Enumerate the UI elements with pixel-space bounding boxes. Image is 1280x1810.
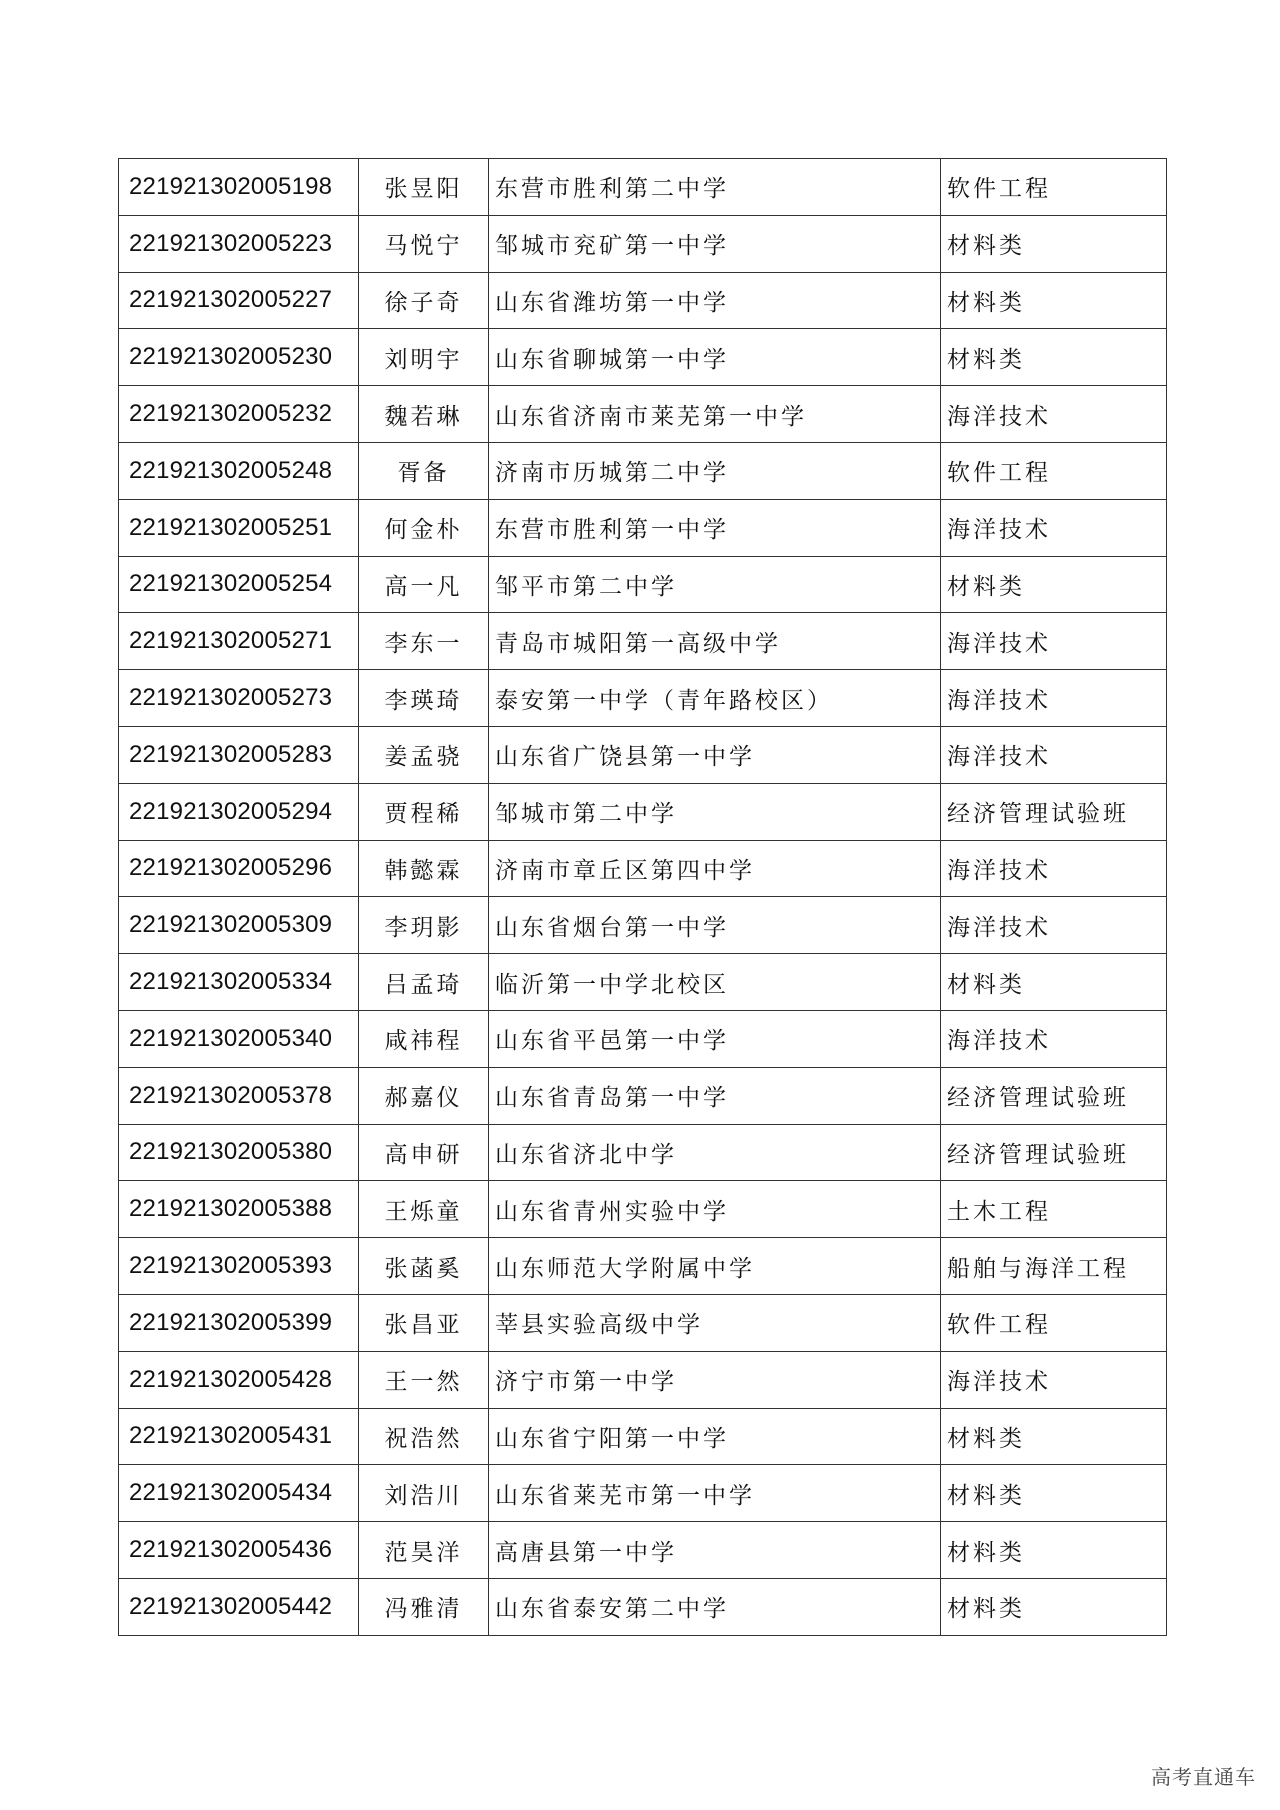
student-name-cell: 李瑛琦 <box>359 670 489 727</box>
candidate-id-cell: 221921302005294 <box>119 783 359 840</box>
table-row <box>119 1578 1167 1635</box>
student-name-cell: 徐子奇 <box>359 272 489 329</box>
student-name-cell: 张昱阳 <box>359 159 489 216</box>
major-cell: 海洋技术 <box>941 386 1167 443</box>
table-row <box>119 726 1167 783</box>
school-name-cell: 邹城市兖矿第一中学 <box>489 215 941 272</box>
table-row <box>119 670 1167 727</box>
candidate-id-cell: 221921302005378 <box>119 1067 359 1124</box>
student-name-cell: 李东一 <box>359 613 489 670</box>
candidate-id-cell: 221921302005380 <box>119 1124 359 1181</box>
student-name-cell: 高一凡 <box>359 556 489 613</box>
student-name-cell: 郝嘉仪 <box>359 1067 489 1124</box>
student-name-cell: 范昊洋 <box>359 1522 489 1579</box>
school-name-cell: 山东省青岛第一中学 <box>489 1067 941 1124</box>
table-row <box>119 1522 1167 1579</box>
candidate-id-cell: 221921302005227 <box>119 272 359 329</box>
table-row <box>119 215 1167 272</box>
candidate-id-cell: 221921302005230 <box>119 329 359 386</box>
school-name-cell: 高唐县第一中学 <box>489 1522 941 1579</box>
major-cell: 材料类 <box>941 329 1167 386</box>
school-name-cell: 山东省潍坊第一中学 <box>489 272 941 329</box>
school-name-cell: 邹平市第二中学 <box>489 556 941 613</box>
table-row <box>119 1408 1167 1465</box>
student-name-cell: 刘明宇 <box>359 329 489 386</box>
major-cell: 海洋技术 <box>941 613 1167 670</box>
major-cell: 经济管理试验班 <box>941 1124 1167 1181</box>
candidate-id-cell: 221921302005434 <box>119 1465 359 1522</box>
candidate-id-cell: 221921302005399 <box>119 1294 359 1351</box>
major-cell: 软件工程 <box>941 1294 1167 1351</box>
candidate-id-cell: 221921302005309 <box>119 897 359 954</box>
school-name-cell: 东营市胜利第一中学 <box>489 499 941 556</box>
table-row <box>119 556 1167 613</box>
major-cell: 材料类 <box>941 556 1167 613</box>
candidate-id-cell: 221921302005271 <box>119 613 359 670</box>
candidate-id-cell: 221921302005283 <box>119 726 359 783</box>
major-cell: 材料类 <box>941 1578 1167 1635</box>
table-row <box>119 954 1167 1011</box>
table-row <box>119 329 1167 386</box>
student-name-cell: 张昌亚 <box>359 1294 489 1351</box>
school-name-cell: 泰安第一中学（青年路校区） <box>489 670 941 727</box>
candidate-id-cell: 221921302005251 <box>119 499 359 556</box>
candidate-id-cell: 221921302005340 <box>119 1010 359 1067</box>
candidate-id-cell: 221921302005223 <box>119 215 359 272</box>
student-name-cell: 高申研 <box>359 1124 489 1181</box>
major-cell: 海洋技术 <box>941 726 1167 783</box>
school-name-cell: 济宁市第一中学 <box>489 1351 941 1408</box>
student-name-cell: 姜孟骁 <box>359 726 489 783</box>
major-cell: 海洋技术 <box>941 897 1167 954</box>
candidate-id-cell: 221921302005436 <box>119 1522 359 1579</box>
candidate-id-cell: 221921302005442 <box>119 1578 359 1635</box>
student-name-cell: 王一然 <box>359 1351 489 1408</box>
student-name-cell: 祝浩然 <box>359 1408 489 1465</box>
school-name-cell: 临沂第一中学北校区 <box>489 954 941 1011</box>
candidate-id-cell: 221921302005428 <box>119 1351 359 1408</box>
major-cell: 材料类 <box>941 215 1167 272</box>
candidate-id-cell: 221921302005198 <box>119 159 359 216</box>
student-name-cell: 胥备 <box>359 442 489 499</box>
school-name-cell: 东营市胜利第二中学 <box>489 159 941 216</box>
school-name-cell: 山东省烟台第一中学 <box>489 897 941 954</box>
table-row <box>119 442 1167 499</box>
major-cell: 材料类 <box>941 1408 1167 1465</box>
major-cell: 经济管理试验班 <box>941 783 1167 840</box>
major-cell: 软件工程 <box>941 159 1167 216</box>
table-row <box>119 386 1167 443</box>
school-name-cell: 山东省济北中学 <box>489 1124 941 1181</box>
candidate-id-cell: 221921302005334 <box>119 954 359 1011</box>
table-row <box>119 840 1167 897</box>
table-row <box>119 159 1167 216</box>
student-name-cell: 李玥影 <box>359 897 489 954</box>
student-name-cell: 韩懿霖 <box>359 840 489 897</box>
school-name-cell: 山东省莱芜市第一中学 <box>489 1465 941 1522</box>
major-cell: 材料类 <box>941 1522 1167 1579</box>
school-name-cell: 山东省宁阳第一中学 <box>489 1408 941 1465</box>
table-row <box>119 1238 1167 1295</box>
major-cell: 海洋技术 <box>941 1010 1167 1067</box>
candidate-id-cell: 221921302005393 <box>119 1238 359 1295</box>
student-name-cell: 张菡奚 <box>359 1238 489 1295</box>
major-cell: 海洋技术 <box>941 499 1167 556</box>
roster-body <box>119 159 1167 1636</box>
major-cell: 土木工程 <box>941 1181 1167 1238</box>
school-name-cell: 山东师范大学附属中学 <box>489 1238 941 1295</box>
major-cell: 材料类 <box>941 954 1167 1011</box>
table-row <box>119 1351 1167 1408</box>
school-name-cell: 山东省济南市莱芜第一中学 <box>489 386 941 443</box>
major-cell: 海洋技术 <box>941 670 1167 727</box>
table-row <box>119 1294 1167 1351</box>
student-name-cell: 何金朴 <box>359 499 489 556</box>
table-row <box>119 1181 1167 1238</box>
major-cell: 材料类 <box>941 272 1167 329</box>
major-cell: 海洋技术 <box>941 1351 1167 1408</box>
student-name-cell: 吕孟琦 <box>359 954 489 1011</box>
student-name-cell: 贾程稀 <box>359 783 489 840</box>
student-name-cell: 王烁童 <box>359 1181 489 1238</box>
school-name-cell: 山东省广饶县第一中学 <box>489 726 941 783</box>
school-name-cell: 邹城市第二中学 <box>489 783 941 840</box>
major-cell: 海洋技术 <box>941 840 1167 897</box>
student-name-cell: 咸祎程 <box>359 1010 489 1067</box>
student-name-cell: 魏若琳 <box>359 386 489 443</box>
table-row <box>119 499 1167 556</box>
major-cell: 船舶与海洋工程 <box>941 1238 1167 1295</box>
student-name-cell: 冯雅清 <box>359 1578 489 1635</box>
table-row <box>119 897 1167 954</box>
table-row <box>119 1124 1167 1181</box>
candidate-id-cell: 221921302005388 <box>119 1181 359 1238</box>
school-name-cell: 山东省泰安第二中学 <box>489 1578 941 1635</box>
table-row <box>119 783 1167 840</box>
school-name-cell: 山东省聊城第一中学 <box>489 329 941 386</box>
school-name-cell: 山东省青州实验中学 <box>489 1181 941 1238</box>
candidate-id-cell: 221921302005248 <box>119 442 359 499</box>
student-name-cell: 马悦宁 <box>359 215 489 272</box>
table-row <box>119 272 1167 329</box>
admission-roster-table <box>118 158 1167 1636</box>
student-name-cell: 刘浩川 <box>359 1465 489 1522</box>
school-name-cell: 莘县实验高级中学 <box>489 1294 941 1351</box>
table-row <box>119 1010 1167 1067</box>
candidate-id-cell: 221921302005254 <box>119 556 359 613</box>
major-cell: 软件工程 <box>941 442 1167 499</box>
school-name-cell: 山东省平邑第一中学 <box>489 1010 941 1067</box>
major-cell: 材料类 <box>941 1465 1167 1522</box>
table-row <box>119 1067 1167 1124</box>
candidate-id-cell: 221921302005273 <box>119 670 359 727</box>
candidate-id-cell: 221921302005431 <box>119 1408 359 1465</box>
candidate-id-cell: 221921302005296 <box>119 840 359 897</box>
major-cell: 经济管理试验班 <box>941 1067 1167 1124</box>
table-row <box>119 613 1167 670</box>
candidate-id-cell: 221921302005232 <box>119 386 359 443</box>
table-row <box>119 1465 1167 1522</box>
school-name-cell: 济南市章丘区第四中学 <box>489 840 941 897</box>
school-name-cell: 济南市历城第二中学 <box>489 442 941 499</box>
watermark-text: 高考直通车 <box>1151 1765 1256 1789</box>
school-name-cell: 青岛市城阳第一高级中学 <box>489 613 941 670</box>
